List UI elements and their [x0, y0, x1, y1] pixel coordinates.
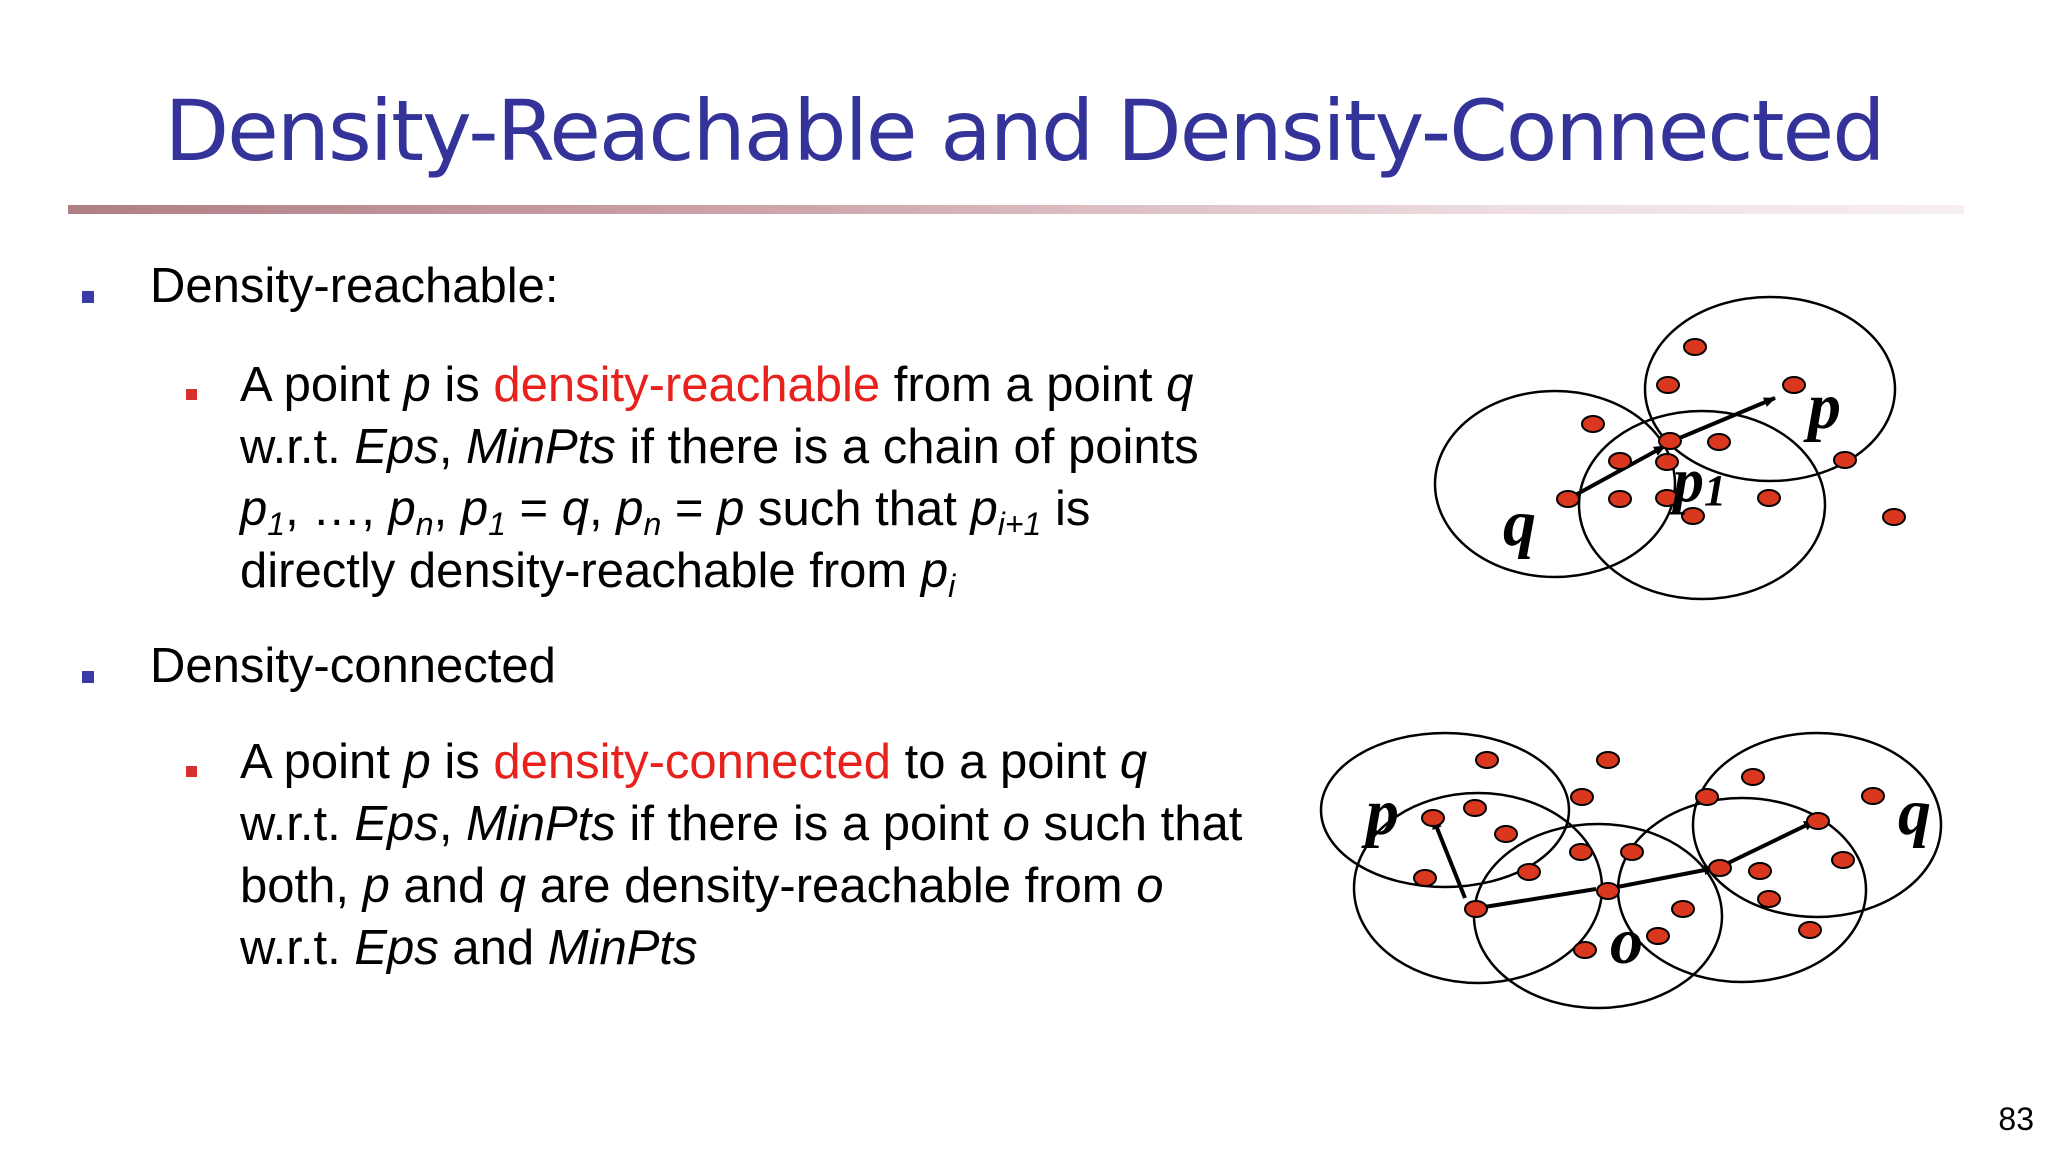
page-number: 83 [1998, 1101, 2034, 1137]
definition-line: both, p and q are density-reachable from o [240, 859, 1164, 913]
eps-neighborhood-circle [1618, 798, 1866, 982]
label-o: o [1610, 905, 1643, 978]
label-q: q [1898, 776, 1931, 849]
data-point [1862, 788, 1884, 804]
data-point [1799, 922, 1821, 938]
data-point [1709, 860, 1731, 876]
definition-line: w.r.t. Eps, MinPts if there is a chain of points [240, 420, 1199, 474]
label-p: p [1808, 370, 1841, 443]
data-point [1758, 891, 1780, 907]
definition-line: directly density-reachable from $p_i$ [240, 544, 956, 604]
slide-title: Density-Reachable and Density-Connected [164, 82, 1884, 180]
data-point [1672, 901, 1694, 917]
data-point [1495, 826, 1517, 842]
data-point [1570, 844, 1592, 860]
definition-line: $p_1$, …, $p_n$, $p_1 = q$, $p_n = p$ such that $p_{i+1}$ is [240, 482, 1091, 542]
data-point [1571, 789, 1593, 805]
data-point [1574, 942, 1596, 958]
label-p1: p1 [1673, 447, 1726, 515]
data-point [1464, 800, 1486, 816]
data-point [1696, 789, 1718, 805]
reachability-arrow [1722, 821, 1815, 866]
data-point [1476, 752, 1498, 768]
term-density-reachable: density-reachable [493, 358, 881, 412]
data-point [1647, 928, 1669, 944]
data-point [1742, 769, 1764, 785]
term-density-connected: density-connected [493, 735, 892, 789]
label-q: q [1503, 487, 1536, 560]
data-point [1465, 901, 1487, 917]
section-heading-density-reachable: Density-reachable: [150, 259, 559, 313]
data-point [1832, 852, 1854, 868]
data-point [1597, 883, 1619, 899]
data-point [1597, 752, 1619, 768]
definition-line: w.r.t. Eps and MinPts [240, 921, 698, 975]
definition-line: w.r.t. Eps, MinPts if there is a point o such that [240, 797, 1243, 851]
section-heading-density-connected: Density-connected [150, 639, 556, 693]
data-point [1414, 870, 1436, 886]
data-point [1518, 864, 1540, 880]
reachability-arrow [1472, 889, 1596, 909]
data-point [1807, 813, 1829, 829]
data-point [1749, 863, 1771, 879]
definition-line: A point p is density-connected to a point q [240, 735, 1148, 789]
reachability-arrow [1612, 868, 1715, 888]
definition-line: A point p is density-reachable from a point q [240, 358, 1194, 412]
data-point [1422, 810, 1444, 826]
label-p: p [1366, 776, 1399, 849]
data-point [1621, 844, 1643, 860]
